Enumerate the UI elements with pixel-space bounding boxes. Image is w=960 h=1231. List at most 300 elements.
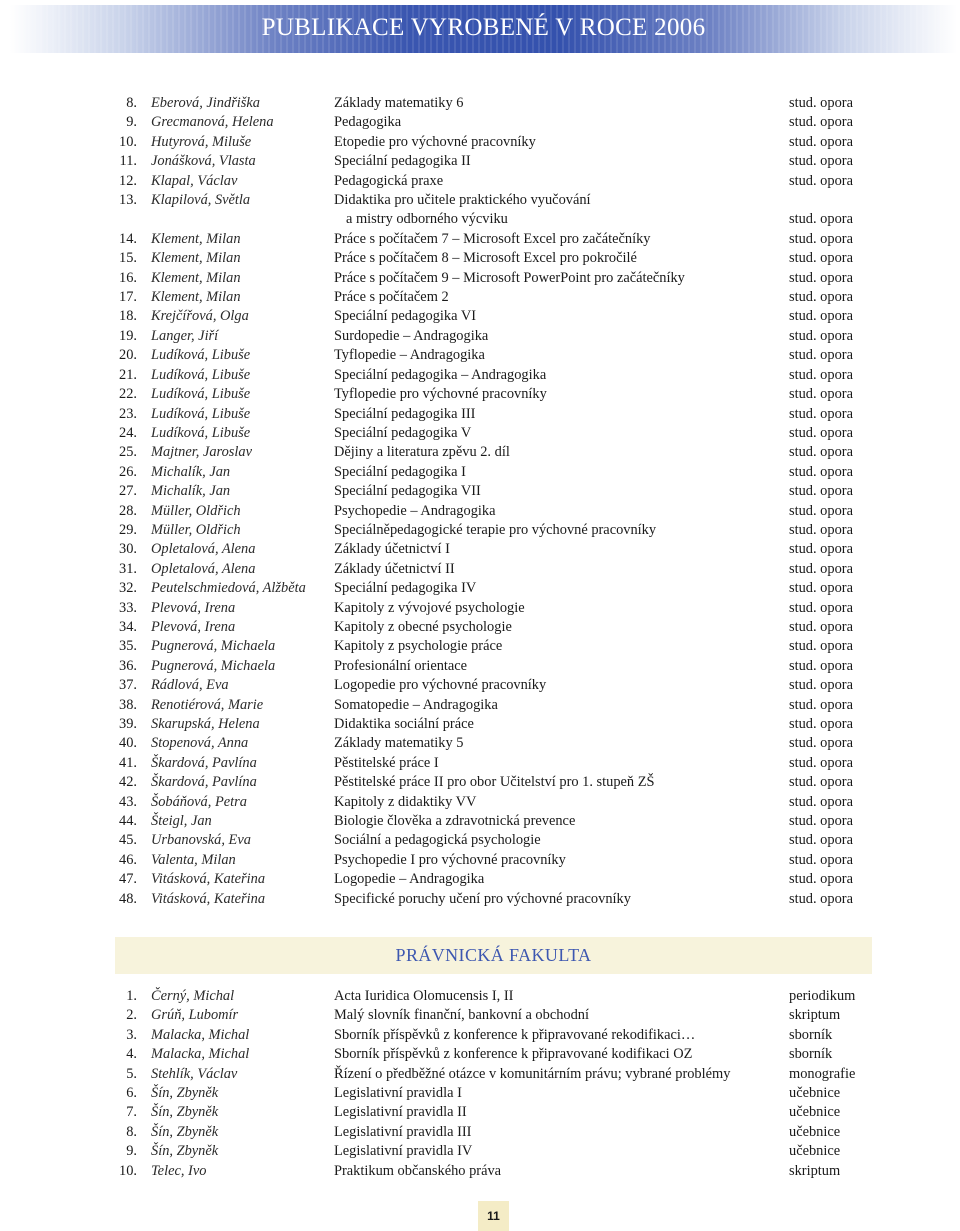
item-type: monografie: [789, 1065, 856, 1082]
list-item: [0, 831, 960, 850]
section-title: PRÁVNICKÁ FAKULTA: [395, 945, 592, 965]
item-title: [334, 1084, 462, 1103]
item-number: 43.: [119, 793, 137, 810]
item-title: [334, 1026, 695, 1045]
list-item: [0, 560, 960, 579]
item-title: [334, 230, 650, 249]
list-item: [0, 94, 960, 113]
item-type: stud. opora: [789, 133, 853, 150]
item-title: [334, 831, 541, 850]
list-item: [0, 812, 960, 831]
item-title-line: Psychopedie – Andragogika: [334, 502, 496, 519]
item-title-line: Speciálněpedagogické terapie pro výchovné pracovníky: [334, 521, 657, 538]
item-number: 10.: [119, 1162, 137, 1179]
item-title-line: Somatopedie – Andragogika: [334, 696, 498, 713]
item-type: stud. opora: [789, 172, 853, 189]
list-item: [0, 1026, 960, 1045]
item-number: 24.: [119, 424, 137, 441]
item-title: [334, 793, 476, 812]
item-title-line: Profesionální orientace: [334, 657, 468, 674]
item-number: 2.: [126, 1007, 137, 1024]
item-title: [334, 1006, 589, 1025]
item-title-line: Etopedie pro výchovné pracovníky: [334, 133, 536, 150]
item-title: [334, 637, 502, 656]
item-number: 46.: [119, 851, 137, 868]
item-author: Müller, Oldřich: [151, 502, 241, 519]
item-type: sborník: [789, 1026, 833, 1043]
item-title: [334, 618, 512, 637]
item-title-line: Speciální pedagogika IV: [334, 580, 477, 597]
item-type: stud. opora: [789, 502, 853, 519]
item-title-line: Speciální pedagogika III: [334, 405, 476, 422]
item-author: Šín, Zbyněk: [151, 1085, 219, 1102]
item-title-line: Speciální pedagogika VII: [334, 483, 481, 500]
item-title: [334, 172, 443, 191]
item-title-line: Tyflopedie pro výchovné pracovníky: [334, 386, 547, 403]
item-number: 21.: [119, 366, 137, 383]
item-author: Grúň, Lubomír: [151, 1007, 239, 1024]
item-title: [334, 133, 536, 152]
item-author: Malacka, Michal: [151, 1026, 250, 1043]
item-title-line: Kapitoly z psychologie práce: [334, 638, 503, 655]
list-item: [0, 637, 960, 656]
list-item: [0, 1065, 960, 1084]
item-number: 1.: [126, 988, 137, 1004]
item-title-line: Speciální pedagogika I: [334, 463, 466, 480]
item-number: 27.: [119, 483, 137, 500]
item-title-line: Práce s počítačem 9 – Microsoft PowerPoint pro začátečníky: [334, 269, 685, 286]
item-title: [334, 152, 471, 171]
item-title-line: Sborník příspěvků z konference k připravované rekodifikaci…: [334, 1026, 696, 1043]
item-type: stud. opora: [789, 560, 853, 577]
item-title: [334, 657, 467, 676]
item-type: stud. opora: [789, 521, 853, 538]
item-number: 15.: [119, 250, 137, 267]
item-title-line: Speciální pedagogika V: [334, 424, 472, 441]
item-title-line: Legislativní pravidla I: [334, 1085, 462, 1102]
item-type: učebnice: [789, 1123, 841, 1140]
item-number: 10.: [119, 133, 137, 150]
item-title: [334, 676, 546, 695]
item-number: 11.: [119, 153, 137, 170]
item-title-line: Dějiny a literatura zpěvu 2. díl: [334, 444, 510, 461]
item-type: stud. opora: [789, 813, 853, 830]
item-title-line: Sborník příspěvků z konference k připravované kodifikaci OZ: [334, 1046, 693, 1063]
item-title-line: Tyflopedie – Andragogika: [334, 347, 485, 364]
item-type: stud. opora: [789, 211, 853, 228]
list-item: [0, 424, 960, 443]
item-title: [334, 579, 476, 598]
item-type: stud. opora: [789, 153, 853, 170]
item-title: [334, 366, 546, 385]
item-title-line: Práce s počítačem 8 – Microsoft Excel pro pokročilé: [334, 250, 637, 267]
item-title-line: Práce s počítačem 7 – Microsoft Excel pro začátečníky: [334, 230, 651, 247]
item-title: [334, 269, 685, 288]
publication-list-education: [0, 94, 960, 909]
item-type: učebnice: [789, 1143, 841, 1160]
item-type: stud. opora: [789, 793, 853, 810]
item-title-line: Řízení o předběžné otázce v komunitárním právu; vybrané problémy: [334, 1065, 731, 1082]
item-title-line: Sociální a pedagogická psychologie: [334, 832, 541, 849]
item-author: Šín, Zbyněk: [151, 1104, 219, 1121]
item-type: sborník: [789, 1046, 833, 1063]
item-number: 41.: [119, 754, 137, 771]
item-author: Klement, Milan: [151, 289, 241, 306]
item-author: Šobáňová, Petra: [151, 793, 247, 810]
item-author: Eberová, Jindřiška: [151, 95, 260, 111]
list-item: [0, 249, 960, 268]
list-item: [0, 502, 960, 521]
item-title-line: Logopedie pro výchovné pracovníky: [334, 677, 547, 694]
header-banner: [10, 5, 957, 53]
item-type: stud. opora: [789, 541, 853, 558]
item-type: učebnice: [789, 1085, 841, 1102]
item-number: 22.: [119, 386, 137, 403]
item-title-line: Základy účetnictví I: [334, 541, 450, 558]
item-title: [334, 754, 439, 773]
item-author: Klement, Milan: [151, 269, 241, 286]
list-item: [0, 540, 960, 559]
item-number: 33.: [119, 599, 137, 616]
list-item: [0, 1006, 960, 1025]
item-author: Škardová, Pavlína: [151, 774, 257, 791]
item-author: Ludíková, Libuše: [151, 424, 251, 441]
item-title-line: Praktikum občanského práva: [334, 1162, 502, 1179]
item-author: Klement, Milan: [151, 230, 241, 247]
item-title-line: Malý slovník finanční, bankovní a obchodní: [334, 1007, 589, 1024]
item-author: Malacka, Michal: [151, 1046, 250, 1063]
item-title-line: Biologie člověka a zdravotnická prevence: [334, 813, 576, 830]
item-title: [334, 521, 656, 540]
item-number: 26.: [119, 463, 137, 480]
list-item: [0, 696, 960, 715]
list-item: [0, 715, 960, 734]
item-number: 36.: [119, 657, 137, 674]
item-title: [334, 696, 498, 715]
list-item: [0, 1103, 960, 1122]
item-author: Michalík, Jan: [151, 463, 231, 480]
list-item: [0, 890, 960, 909]
item-number: 16.: [119, 269, 137, 286]
item-number: 37.: [119, 677, 137, 694]
item-number: 40.: [119, 735, 137, 752]
item-number: 7.: [126, 1104, 137, 1121]
item-number: 35.: [119, 638, 137, 655]
item-type: stud. opora: [789, 483, 853, 500]
item-title: [334, 773, 655, 792]
item-author: Rádlová, Eva: [151, 677, 229, 694]
list-item: [0, 987, 960, 1006]
item-title-line: Legislativní pravidla III: [334, 1123, 472, 1140]
list-item: [0, 385, 960, 404]
item-number: 9.: [126, 1143, 137, 1160]
item-title-line: Základy účetnictví II: [334, 560, 455, 577]
page-number-box: [478, 1201, 509, 1231]
item-title: [334, 870, 484, 889]
list-item: [0, 191, 960, 230]
item-author: Ludíková, Libuše: [151, 347, 251, 364]
item-number: 17.: [119, 289, 137, 306]
item-title-line: Logopedie – Andragogika: [334, 871, 485, 888]
item-type: stud. opora: [789, 386, 853, 403]
list-item: [0, 307, 960, 326]
list-item: [0, 230, 960, 249]
item-number: 42.: [119, 774, 137, 791]
item-title: [334, 560, 455, 579]
item-author: Krejčířová, Olga: [151, 308, 249, 325]
list-item: [0, 657, 960, 676]
item-number: 3.: [126, 1026, 137, 1043]
item-title: [334, 288, 449, 307]
item-title: [334, 443, 510, 462]
item-author: Vitásková, Kateřina: [151, 890, 266, 907]
item-title: [334, 1045, 692, 1064]
item-number: 47.: [119, 871, 137, 888]
item-title-line: Specifické poruchy učení pro výchovné pracovníky: [334, 890, 631, 907]
item-author: Ludíková, Libuše: [151, 405, 251, 422]
item-type: stud. opora: [789, 754, 853, 771]
item-type: stud. opora: [789, 327, 853, 344]
list-item: [0, 269, 960, 288]
item-title-line: Pěstitelské práce II pro obor Učitelství pro 1. stupeň ZŠ: [334, 774, 655, 791]
list-item: [0, 618, 960, 637]
item-number: 12.: [119, 172, 137, 189]
item-title: [334, 424, 471, 443]
item-author: Peutelschmiedová, Alžběta: [151, 580, 306, 597]
list-item: [0, 366, 960, 385]
item-author: Urbanovská, Eva: [151, 832, 251, 849]
item-title: [334, 734, 463, 753]
item-number: 28.: [119, 502, 137, 519]
item-author: Jonášková, Vlasta: [151, 153, 256, 170]
list-item: [0, 521, 960, 540]
item-number: 31.: [119, 560, 137, 577]
item-number: 25.: [119, 444, 137, 461]
list-item: [0, 1162, 960, 1181]
item-title: [334, 890, 631, 909]
item-type: skriptum: [789, 1162, 841, 1179]
list-item: [0, 754, 960, 773]
list-item: [0, 152, 960, 171]
list-item: [0, 346, 960, 365]
item-type: stud. opora: [789, 95, 853, 111]
item-author: Šín, Zbyněk: [151, 1143, 219, 1160]
item-title-line: Pedagogická praxe: [334, 172, 444, 189]
list-item: [0, 1084, 960, 1103]
item-type: učebnice: [789, 1104, 841, 1121]
item-type: stud. opora: [789, 638, 853, 655]
item-number: 23.: [119, 405, 137, 422]
item-type: stud. opora: [789, 851, 853, 868]
item-author: Klement, Milan: [151, 250, 241, 267]
list-item: [0, 793, 960, 812]
item-type: stud. opora: [789, 114, 853, 131]
item-author: Grecmanová, Helena: [151, 114, 274, 131]
item-type: stud. opora: [789, 230, 853, 247]
list-item: [0, 1142, 960, 1161]
list-item: [0, 443, 960, 462]
list-item: [0, 482, 960, 501]
item-author: Stopenová, Anna: [151, 735, 249, 752]
item-type: stud. opora: [789, 424, 853, 441]
item-type: stud. opora: [789, 269, 853, 286]
item-author: Opletalová, Alena: [151, 560, 256, 577]
item-title-line: Speciální pedagogika – Andragogika: [334, 366, 547, 383]
item-type: stud. opora: [789, 657, 853, 674]
item-author: Stehlík, Václav: [151, 1065, 238, 1082]
item-title-line: Práce s počítačem 2: [334, 289, 449, 306]
item-number: 14.: [119, 230, 137, 247]
item-type: stud. opora: [789, 832, 853, 849]
item-author: Majtner, Jaroslav: [151, 444, 252, 461]
item-author: Ludíková, Libuše: [151, 366, 251, 383]
item-title-line: Základy matematiky 5: [334, 735, 464, 752]
list-item: [0, 851, 960, 870]
item-title: [334, 851, 566, 870]
item-number: 44.: [119, 813, 137, 830]
item-number: 38.: [119, 696, 137, 713]
publication-list-law: [0, 987, 960, 1181]
item-type: stud. opora: [789, 735, 853, 752]
list-item: [0, 463, 960, 482]
item-title: [334, 385, 547, 404]
item-author: Renotiérová, Marie: [151, 696, 264, 713]
list-item: [0, 773, 960, 792]
item-author: Šteigl, Jan: [151, 813, 212, 830]
item-number: 32.: [119, 580, 137, 597]
item-title: [334, 502, 495, 521]
item-title: [334, 1162, 501, 1181]
item-type: stud. opora: [789, 871, 853, 888]
item-author: Pugnerová, Michaela: [151, 657, 276, 674]
item-type: stud. opora: [789, 890, 853, 907]
item-title: [334, 1142, 472, 1161]
item-author: Ludíková, Libuše: [151, 386, 251, 403]
item-title-line: Didaktika pro učitele praktického vyučování: [334, 192, 591, 209]
item-title-line: Didaktika sociální práce: [334, 716, 474, 733]
item-type: stud. opora: [789, 774, 853, 791]
item-title-line: Psychopedie I pro výchovné pracovníky: [334, 851, 566, 868]
list-item: [0, 133, 960, 152]
list-item: [0, 288, 960, 307]
item-number: 6.: [126, 1085, 137, 1102]
item-title: [334, 191, 591, 230]
item-type: stud. opora: [789, 444, 853, 461]
item-author: Opletalová, Alena: [151, 541, 256, 558]
item-title: [334, 346, 485, 365]
item-type: stud. opora: [789, 618, 853, 635]
item-title: [334, 327, 488, 346]
list-item: [0, 734, 960, 753]
item-number: 48.: [119, 890, 137, 907]
item-number: 9.: [126, 114, 137, 131]
item-number: 39.: [119, 716, 137, 733]
item-type: periodikum: [789, 988, 856, 1004]
item-title: [334, 94, 463, 113]
item-title: [334, 812, 575, 831]
list-item: [0, 599, 960, 618]
list-item: [0, 579, 960, 598]
item-title: [334, 540, 450, 559]
item-title-line: Speciální pedagogika II: [334, 153, 471, 170]
item-type: stud. opora: [789, 599, 853, 616]
item-title: [334, 1103, 467, 1122]
list-item: [0, 405, 960, 424]
item-title: [334, 987, 513, 1006]
item-type: stud. opora: [789, 580, 853, 597]
list-item: [0, 676, 960, 695]
list-item: [0, 113, 960, 132]
item-author: Plevová, Irena: [151, 618, 236, 635]
item-author: Škardová, Pavlína: [151, 754, 257, 771]
list-item: [0, 1045, 960, 1064]
item-author: Michalík, Jan: [151, 483, 231, 500]
item-type: stud. opora: [789, 366, 853, 383]
page-number: 11: [487, 1209, 500, 1223]
list-item: [0, 172, 960, 191]
item-title: [334, 307, 476, 326]
item-title-line: Kapitoly z obecné psychologie: [334, 618, 512, 635]
item-title: [334, 249, 637, 268]
item-title: [334, 599, 525, 618]
item-title-line: Základy matematiky 6: [334, 95, 464, 111]
item-number: 8.: [126, 95, 137, 111]
item-type: stud. opora: [789, 405, 853, 422]
item-author: Müller, Oldřich: [151, 521, 241, 538]
item-author: Skarupská, Helena: [151, 716, 260, 733]
item-title: [334, 463, 466, 482]
item-author: Langer, Jiří: [151, 327, 219, 344]
item-number: 8.: [126, 1123, 137, 1140]
item-title-line-2: a mistry odborného výcviku: [346, 211, 508, 228]
item-type: stud. opora: [789, 463, 853, 480]
item-title-line: Legislativní pravidla IV: [334, 1143, 473, 1160]
item-type: skriptum: [789, 1007, 841, 1024]
item-title: [334, 1123, 471, 1142]
item-number: 5.: [126, 1065, 137, 1082]
item-number: 30.: [119, 541, 137, 558]
item-number: 45.: [119, 832, 137, 849]
item-title-line: Pěstitelské práce I: [334, 754, 439, 771]
page-header-title: PUBLIKACE VYROBENÉ V ROCE 2006: [261, 14, 706, 41]
item-number: 18.: [119, 308, 137, 325]
item-author: Hutyrová, Miluše: [151, 133, 252, 150]
item-number: 34.: [119, 618, 137, 635]
item-title-line: Speciální pedagogika VI: [334, 308, 477, 325]
item-type: stud. opora: [789, 308, 853, 325]
item-number: 29.: [119, 521, 137, 538]
item-title-line: Acta Iuridica Olomucensis I, II: [334, 988, 514, 1004]
item-author: Klapal, Václav: [151, 172, 238, 189]
item-author: Plevová, Irena: [151, 599, 236, 616]
item-author: Vitásková, Kateřina: [151, 871, 266, 888]
list-item: [0, 870, 960, 889]
item-author: Černý, Michal: [151, 988, 235, 1004]
item-title: [334, 1065, 730, 1084]
item-number: 13.: [119, 192, 137, 209]
item-number: 4.: [126, 1046, 137, 1063]
item-title-line: Pedagogika: [334, 114, 402, 131]
item-number: 20.: [119, 347, 137, 364]
item-title-line: Kapitoly z didaktiky VV: [334, 793, 477, 810]
item-author: Telec, Ivo: [151, 1162, 207, 1179]
item-type: stud. opora: [789, 696, 853, 713]
item-title-line: Surdopedie – Andragogika: [334, 327, 489, 344]
item-author: Valenta, Milan: [151, 851, 236, 868]
list-item: [0, 327, 960, 346]
item-title: [334, 715, 474, 734]
item-title: [334, 405, 475, 424]
